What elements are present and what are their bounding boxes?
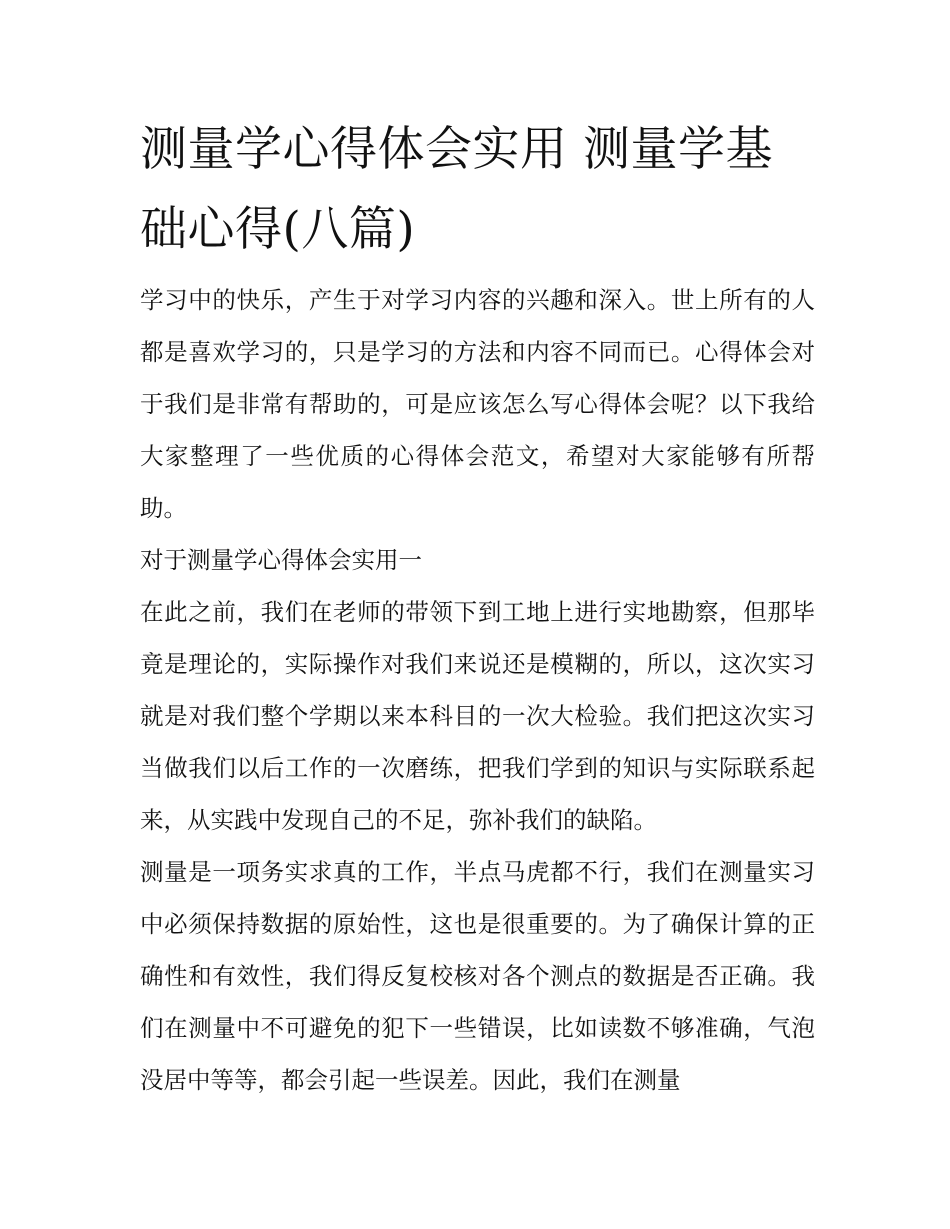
document-title: 测量学心得体会实用 测量学基础心得(八篇)	[140, 122, 773, 257]
document-body	[140, 274, 815, 1106]
section-heading: 对于测量学心得体会实用一	[140, 546, 422, 574]
body-paragraph: 在此之前，我们在老师的带领下到工地上进行实地勘察，但那毕竟是理论的，实际操作对我们来说还是模糊的，所以，这次实习就是对我们整个学期以来本科目的一次大检验。我们把这次实习当做我们以后工作的一次磨练，把我们学到的知识与实际联系起来，从实践中发现自己的不足，弥补我们的缺陷。	[140, 598, 815, 834]
intro-paragraph: 学习中的快乐，产生于对学习内容的兴趣和深入。世上所有的人都是喜欢学习的，只是学习的方法和内容不同而已。心得体会对于我们是非常有帮助的，可是应该怎么写心得体会呢？以下我给大家整理了一些优质的心得体会范文，希望对大家能够有所帮助。	[140, 286, 815, 522]
body-paragraph: 测量是一项务实求真的工作，半点马虎都不行，我们在测量实习中必须保持数据的原始性，这也是很重要的。为了确保计算的正确性和有效性，我们得反复校核对各个测点的数据是否正确。我们在测量中不可避免的犯下一些错误，比如读数不够准确，气泡没居中等等，都会引起一些误差。因此，我们在测量	[140, 858, 815, 1094]
